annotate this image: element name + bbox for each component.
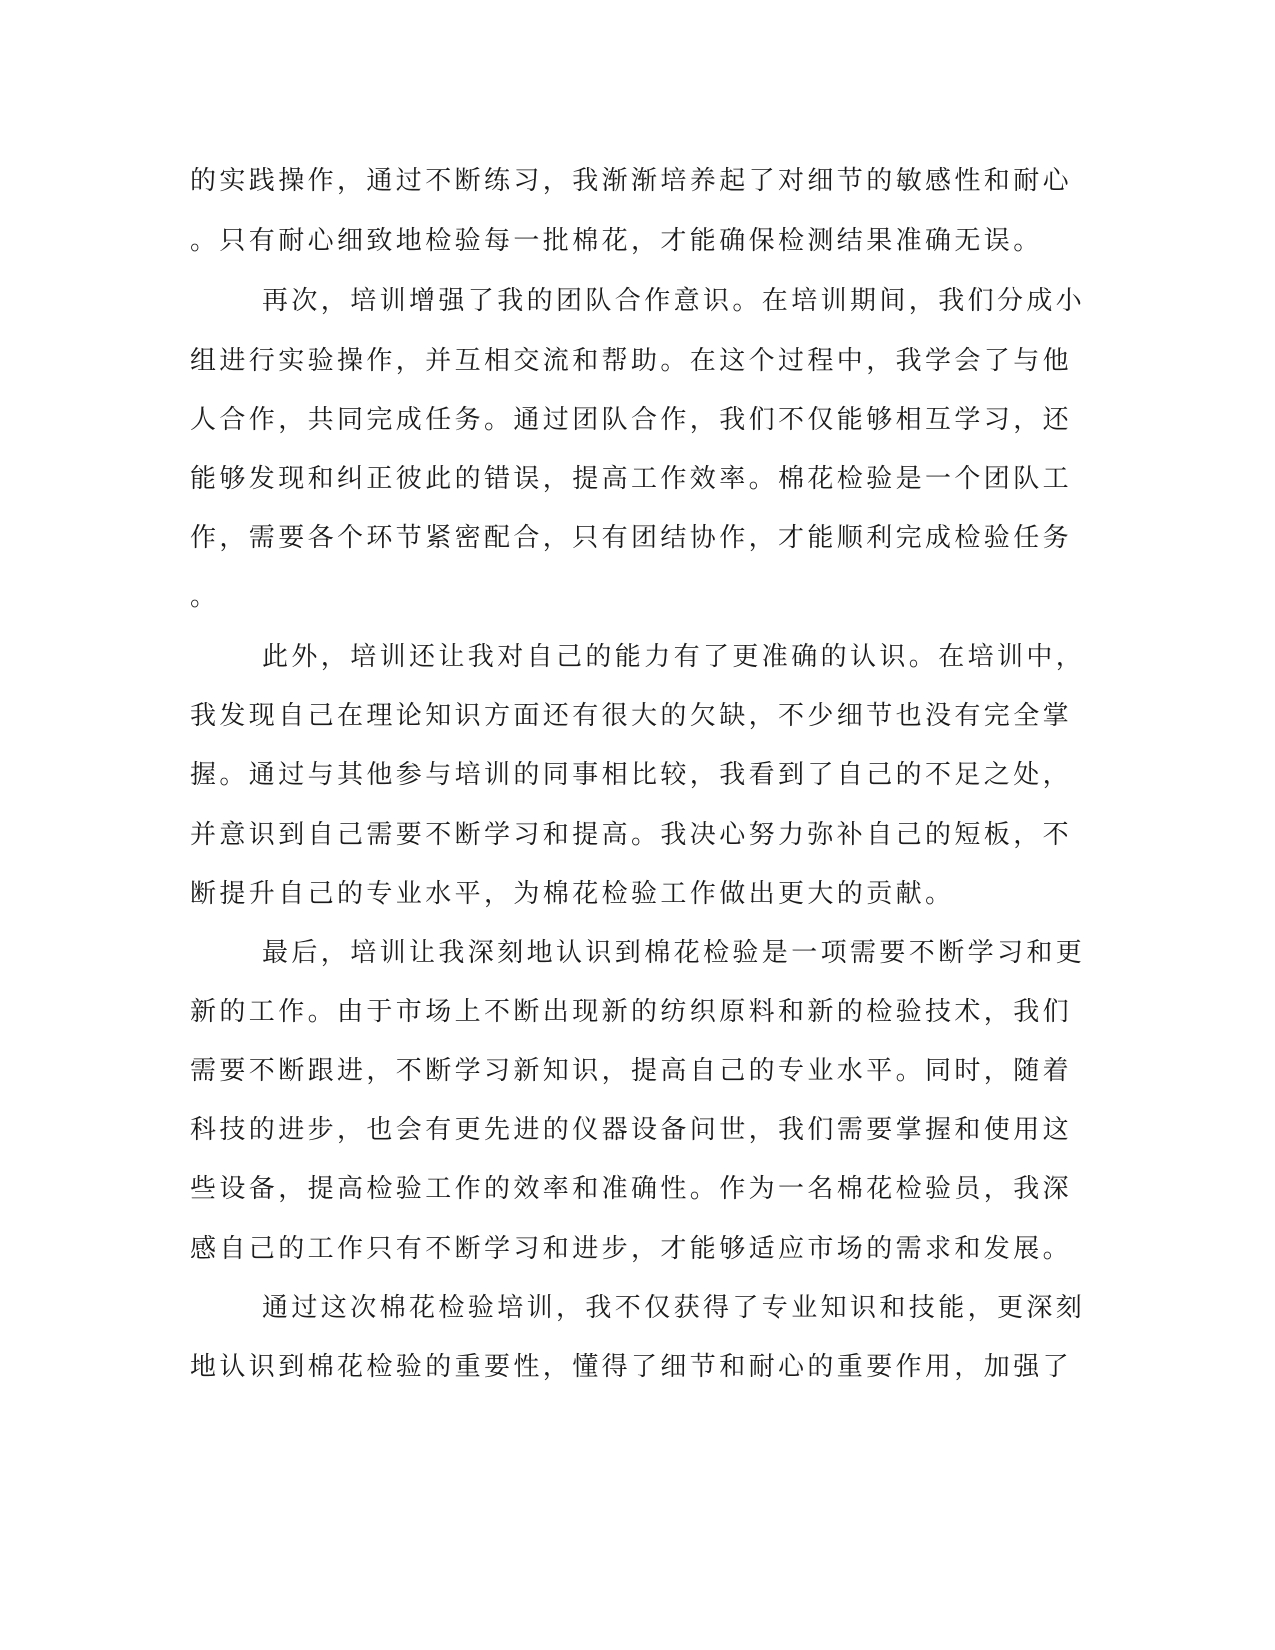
text-line: 科技的进步，也会有更先进的仪器设备问世，我们需要掌握和使用这 bbox=[190, 1115, 1073, 1145]
text-line: 。 bbox=[190, 582, 220, 612]
paragraph-start-line: 此外，培训还让我对自己的能力有了更准确的认识。在培训中， bbox=[262, 642, 1086, 672]
text-line: 人合作，共同完成任务。通过团队合作，我们不仅能够相互学习，还 bbox=[190, 405, 1073, 435]
text-line: 组进行实验操作，并互相交流和帮助。在这个过程中，我学会了与他 bbox=[190, 346, 1073, 376]
text-line: 能够发现和纠正彼此的错误，提高工作效率。棉花检验是一个团队工 bbox=[190, 464, 1073, 494]
text-line: 感自己的工作只有不断学习和进步，才能够适应市场的需求和发展。 bbox=[190, 1234, 1073, 1264]
text-line: 并意识到自己需要不断学习和提高。我决心努力弥补自己的短板，不 bbox=[190, 820, 1073, 850]
text-line: 断提升自己的专业水平，为棉花检验工作做出更大的贡献。 bbox=[190, 879, 955, 909]
paragraph-start-line: 最后，培训让我深刻地认识到棉花检验是一项需要不断学习和更 bbox=[262, 938, 1086, 968]
text-line: 地认识到棉花检验的重要性，懂得了细节和耐心的重要作用，加强了 bbox=[190, 1352, 1073, 1382]
paragraph-start-line: 再次，培训增强了我的团队合作意识。在培训期间，我们分成小 bbox=[262, 286, 1086, 316]
text-line: 我发现自己在理论知识方面还有很大的欠缺，不少细节也没有完全掌 bbox=[190, 701, 1073, 731]
text-line: 作，需要各个环节紧密配合，只有团结协作，才能顺利完成检验任务 bbox=[190, 523, 1073, 553]
paragraph-start-line: 通过这次棉花检验培训，我不仅获得了专业知识和技能，更深刻 bbox=[262, 1293, 1086, 1323]
text-line: 握。通过与其他参与培训的同事相比较，我看到了自己的不足之处， bbox=[190, 760, 1073, 790]
text-line: 些设备，提高检验工作的效率和准确性。作为一名棉花检验员，我深 bbox=[190, 1174, 1073, 1204]
text-line: 。只有耐心细致地检验每一批棉花，才能确保检测结果准确无误。 bbox=[190, 226, 1043, 256]
text-line: 新的工作。由于市场上不断出现新的纺织原料和新的检验技术，我们 bbox=[190, 997, 1073, 1027]
text-line: 的实践操作，通过不断练习，我渐渐培养起了对细节的敏感性和耐心 bbox=[190, 166, 1073, 196]
text-line: 需要不断跟进，不断学习新知识，提高自己的专业水平。同时，随着 bbox=[190, 1056, 1073, 1086]
